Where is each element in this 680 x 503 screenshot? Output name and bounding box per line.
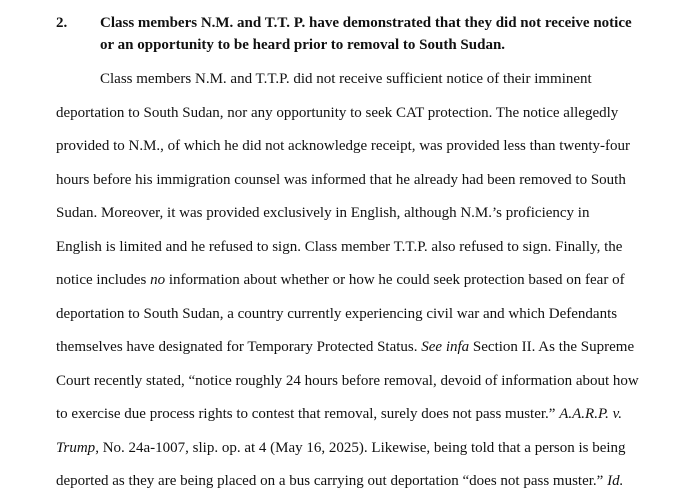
text-run: themselves have designated for Temporary Protected Status. bbox=[56, 339, 422, 355]
paragraph-line-7 bbox=[56, 268, 676, 302]
section-title-line-1: Class members N.M. and T.T. P. have demonstrated that they did not receive notice bbox=[100, 15, 632, 31]
paragraph-line-8: deportation to South Sudan, a country currently experiencing civil war and which Defendants bbox=[56, 305, 618, 322]
paragraph-line-2: deportation to South Sudan, nor any opportunity to seek CAT protection. The notice allegedly bbox=[56, 104, 619, 121]
text-run: , No. 24a-1007, slip. op. at 4 (May 16, 2025). Likewise, being told that a person is being bbox=[95, 439, 626, 456]
text-run: notice includes bbox=[56, 272, 151, 288]
citation-signal: See infa bbox=[421, 339, 470, 355]
case-name-citation: Trump bbox=[56, 439, 96, 456]
paragraph-line-10: Court recently stated, “notice roughly 24 hours before removal, devoid of information about how bbox=[56, 372, 639, 389]
section-title bbox=[100, 12, 660, 56]
paragraph-line-5: Sudan. Moreover, it was provided exclusively in English, although N.M.’s proficiency in bbox=[56, 205, 590, 221]
section-title-line-2: or an opportunity to be heard prior to removal to South Sudan. bbox=[100, 37, 506, 53]
emphasis-no: no bbox=[150, 272, 166, 288]
paragraph-line-4: hours before his immigration counsel was informed that he already had been removed to South bbox=[56, 171, 626, 188]
paragraph-line-9 bbox=[56, 335, 676, 369]
paragraph-line-12 bbox=[56, 436, 676, 470]
section-number: 2. bbox=[56, 15, 68, 31]
id-citation: Id. bbox=[607, 473, 624, 489]
text-run: deported as they are being placed on a bus carrying out deportation “does not pass muster.” bbox=[56, 473, 608, 489]
paragraph-line-1: Class members N.M. and T.T.P. did not receive sufficient notice of their imminent bbox=[100, 71, 592, 87]
paragraph-line-6: English is limited and he refused to sign. Class member T.T.P. also refused to sign. Finally, the bbox=[56, 238, 623, 255]
text-run: information about whether or how he could seek protection based on fear of bbox=[165, 272, 625, 288]
text-run: Section II. As the Supreme bbox=[469, 339, 635, 355]
case-name-citation: A.A.R.P. v. bbox=[559, 406, 622, 422]
paragraph-line-3: provided to N.M., of which he did not acknowledge receipt, was provided less than twenty-four bbox=[56, 138, 631, 154]
text-run: to exercise due process rights to contest that removal, surely does not pass muster.” bbox=[56, 406, 560, 422]
paragraph-line-11 bbox=[56, 402, 676, 436]
body-paragraph bbox=[56, 67, 676, 503]
paragraph-line-13 bbox=[56, 469, 676, 503]
